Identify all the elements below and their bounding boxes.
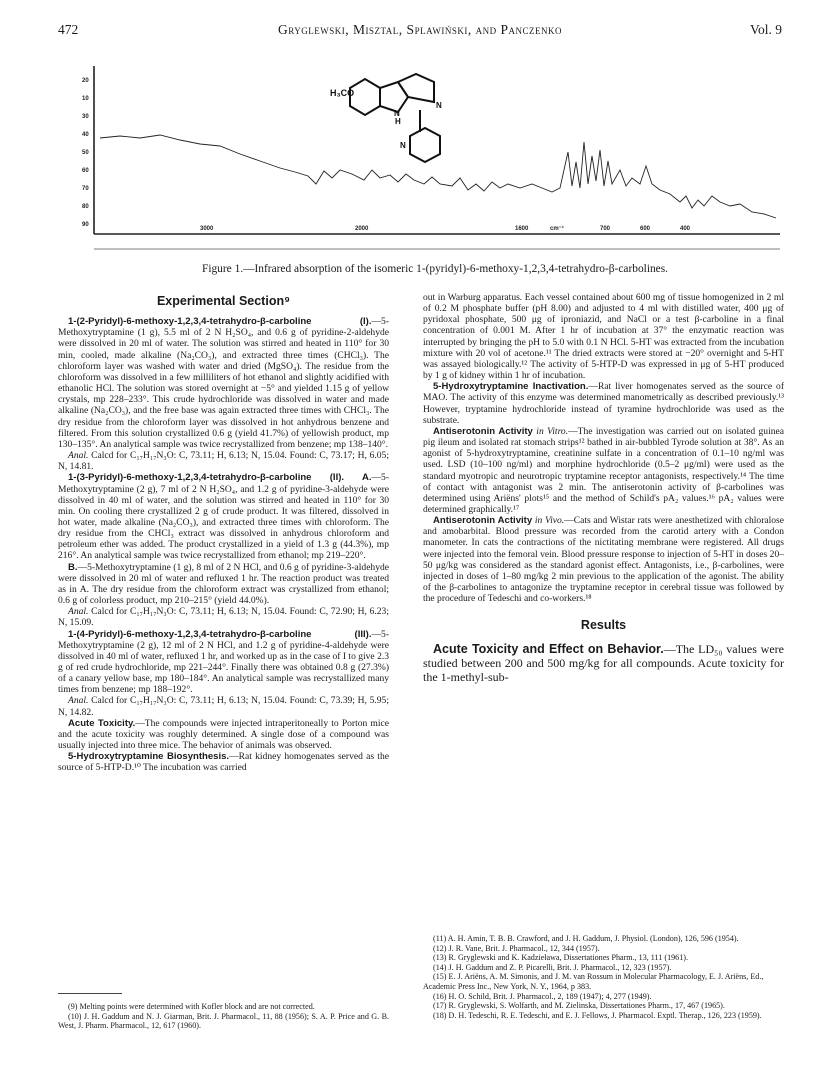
spectrum-trace [100,135,776,218]
right-column [423,292,784,685]
footnote-rule [58,993,122,994]
footnote: (14) J. H. Gaddum and Z. P. Picarelli, Brit. J. Pharmacol., 12, 323 (1957). [433,962,672,972]
y-tick-label: 90 [82,222,89,228]
left-footnotes [58,1002,389,1031]
x-tick-label: 3000 [200,226,214,232]
footnote: (17) R. Gryglewski, S. Wolfarth, and M. Zielinska, Dissertationes Pharm., 17, 467 (1965). [433,1001,725,1011]
y-tick-label: 80 [82,204,89,210]
nh-label: H [395,117,401,126]
section-title-results: Results [580,618,627,633]
left-paragraph: Acute Toxicity.—The compounds were injected intraperitoneally to Porton mice and the acute toxicity was roughly determined. A single dose of a compound was usually injected into three mice. The behavior of animals was observed. [58,717,389,752]
n-label-3: N [400,141,406,150]
section-title-experimental: Experimental Section⁹ [156,294,291,308]
n-label-1: N [394,109,400,118]
y-tick-label: 60 [82,168,89,174]
paragraph-heading: Acute Toxicity. [68,717,136,729]
n-label-2: N [436,101,442,110]
y-tick-label: 10 [82,96,89,102]
right-paragraph: out in Warburg apparatus. Each vessel contained about 600 mg of tissue homogenized in 2 ml of 0.2 M phosphate buffer (pH 8.00) and adjusted to 4 ml with distilled water, 400 μg of pyridoxal phosphate, 500 μg of iproniazid, and NaCl or a test β-carboline in a final concentration of 0.001 M. After 1 hr of incubation at 37° the enzymatic reaction was interrupted by bringing the pH to 5.0 with 0.1 N HCl. 5-HT was extracted from the incubation mixture with 20 vol of acetone.¹¹ The dried extracts were stored at −20° overnight and 5-HT was assayed biologically.¹² The activity of 5-HTP-D was expressed in μg of 5-HT produced by 1 g of kidney within 1 hr of incubation. [423,292,784,382]
left-paragraph: B.—5-Methoxytryptamine (1 g), 8 ml of 2 N HCl, and 0.6 g of pyridine-3-aldehyde were dissolved in 20 ml of water and refluxed 1 hr. The reaction product was treated as in A. The dry residue from the chloroform extract was crystallized from ethanol; 0.6 g of colorless product, mp 210–215° (yield 44.0%). [58,561,389,607]
y-tick-label: 70 [82,186,89,192]
x-tick-label: 700 [600,226,611,232]
results-paragraph: Acute Toxicity and Effect on Behavior.—The LD₅₀ values were studied between 200 and 500 mg/kg for all compounds. Acute toxicity for the 1-methyl-sub- [423,641,784,685]
x-tick-label: cm⁻¹ [550,226,564,232]
paragraph-heading: 1-(4-Pyridyl)-6-methoxy-1,2,3,4-tetrahydro-β-carboline (III). [68,628,372,640]
figure-caption: Figure 1.—Infrared absorption of the isomeric 1-(pyridyl)-6-methoxy-1,2,3,4-tetrahydro-β-carbolines. [201,263,669,275]
right-paragraph: 5-Hydroxytryptamine Inactivation.—Rat liver homogenates served as the source of MAO. The activity of this enzyme was determined manometrically as described previously.¹³ However, tryptamine hydrochloride instead of tyramine hydrochloride was used as the substrate. [423,381,785,426]
volume-label: Vol. 9 [749,22,782,37]
running-title: Gryglewski, Misztal, Splawiński, and Panczenko [278,22,562,37]
left-paragraph: Anal. Calcd for C₁₇H₁₇N₃O: C, 73.11; H, 6.13; N, 15.04. Found: C, 72.90; H, 6.23; N, 15.09. [58,606,389,629]
paragraph-heading: 5-Hydroxytryptamine Biosynthesis. [68,751,230,763]
x-tick-label: 400 [680,226,691,232]
right-paragraph: Antiserotonin Activity in Vitro.—The investigation was carried out on isolated guinea pig ileum and isolated rat stomach strips¹² bathed in air-bubbled Tyrode solution at 38°. As an agonist of 5-hydroxytryptamine, creatinine sulfate in a concentration of 0.1–10 ng/ml was used. LSD (10–100 ng/ml) and morphine hydrochloride (0.5–2 μg/ml) were used as the standard myotropic and neurotropic tryptamine receptor antagonists, respectively.¹⁴ The time of contact with antagonist was 2 min. The antiserotonin activity of β-carbolines was determined using Ariëns' plots¹⁵ and the method of Schild's pA₂ values.¹⁶ pA₂ values were determined graphically.¹⁷ [423,425,784,515]
paragraph-heading: 1-(3-Pyridyl)-6-methoxy-1,2,3,4-tetrahydro-β-carboline (II). A. [68,472,372,484]
paragraph-heading: B. [68,561,78,573]
footnote: (12) J. R. Vane, Brit. J. Pharmacol., 12, 344 (1957). [433,943,600,953]
paragraph-heading: Antiserotonin Activity [433,515,533,527]
footnote: (18) D. H. Tedeschi, R. E. Tedeschi, and E. J. Fellows, J. Pharmacol. Exptl. Therap., 126, 223 (1959). [433,1010,762,1020]
y-tick-label: 30 [82,114,89,120]
y-tick-label: 40 [82,132,89,138]
x-tick-label: 1600 [515,226,529,232]
methoxy-label: H₃CO [330,88,355,98]
left-paragraph: 1-(4-Pyridyl)-6-methoxy-1,2,3,4-tetrahydro-β-carboline (III).—5-Methoxytryptamine (2 g), 12 ml of 2 N HCl, and 1.2 g of pyridine-4-aldehyde were dissolved in 40 ml of water, refluxed 1 hr, and worked up as in the case of I to give 2.3 g of red crude hydrochloride, mp 221–244°. Finally there was obtained 0.8 g (27.3%) of a canary yellow base, mp 180–184°. An analytical sample was recrystallized many times from benzene; mp 188–192°. [58,628,389,696]
x-tick-label: 2000 [355,226,369,232]
footnote: (13) R. Gryglewski and K. Kadzieława, Dissertationes Pharm., 13, 111 (1961). [433,953,688,963]
footnote: (9) Melting points were determined with Kofler block and are not corrected. [68,1002,315,1011]
left-paragraph: 1-(3-Pyridyl)-6-methoxy-1,2,3,4-tetrahydro-β-carboline (II). A.—5-Methoxytryptamine (2 g), 7 ml of 2 N H₂SO₄, and 1.2 g of pyridine-3-aldehyde were dissolved in 40 ml of water, and the solution was stirred and heated in 110° for 30 min. On cooling there crystallized 2 g of crude product. It was filtered, dissolved in hot water, made alkaline (Na₂CO₃), and extracted three times with chloroform. The dry residue from the CHCl₃ extract was dissolved in anhydrous chloroform and petroleum ether was added. The product crystallized in a yield of 1.3 g (44.3%), mp 216°. An analytical sample was twice recrystallized from ethanol; mp 219–220°. [58,472,389,562]
running-header [58,22,782,42]
paragraph-heading: 1-(2-Pyridyl)-6-methoxy-1,2,3,4-tetrahydro-β-carboline (I). [68,316,372,328]
left-paragraph: 1-(2-Pyridyl)-6-methoxy-1,2,3,4-tetrahydro-β-carboline (I).—5-Methoxytryptamine (1 g), 5.5 ml of 2 N H₂SO₄, and 0.6 g of pyridine-2-aldehyde were dissolved in 20 ml of water. The solution was stirred and heated in 110° for 30 min, cooled, made alkaline (Na₂CO₃), and extracted three times (CHCl₃). The chloroform layer was washed with water and dried (MgSO₄). The residue from the chloroform was dissolved in a few milliliters of hot ethanol and slightly acidified with ethanolic HCl. The solution was stored overnight at −5° and yielded 1.15 g of yellow crystals, mp 228–233°. This crude hydrochloride was dissolved in water and made alkaline (Na₂CO₃), and the free base was again extracted three times with CHCl₃. The dry residue from the chloroform layer was dissolved in hot anhydrous benzene and filtered. From this solution crystallized 0.6 g (yield 41.7%) of yellowish product, mp 130–135°. An analytical sample was twice recrystallized from benzene; mp 138–140°. [58,316,389,450]
left-paragraph: Anal. Calcd for C₁₇H₁₇N₃O: C, 73.11; H, 6.13; N, 15.04. Found: C, 73.39; H, 5.95; N, 14.82. [58,695,389,718]
paragraph-heading: 5-Hydroxytryptamine Inactivation. [433,381,589,393]
right-paragraph: Antiserotonin Activity in Vivo.—Cats and Wistar rats were anesthetized with chloralose and amobarbital. Blood pressure was recorded from the carotid artery with a Condon manometer. In cats the contractions of the nictitating membrane were registered. All drugs were injected into the femoral vein. Blood pressure response to injection of 5-HT in doses 20–50 μg/kg was considered as the standard agonist effect. Antagonists, i.e., β-carbolines, were injected in doses of 1–80 mg/kg 2 min previous to the application of the agonist. The ability of the β-carbolines to antagonize the tryptamine receptor in cerebral tissue was followed by the procedure of Tedeschi and co-workers.¹⁸ [423,515,785,605]
footnote: (16) H. O. Schild, Brit. J. Pharmacol., 2, 189 (1947); 4, 277 (1949). [433,991,652,1001]
footnote: (11) A. H. Amin, T. B. B. Crawford, and J. H. Gaddum, J. Physiol. (London), 126, 596 (1954). [433,934,739,943]
paragraph-heading: Antiserotonin Activity [433,425,533,437]
left-column [58,292,389,774]
left-paragraph: 5-Hydroxytryptamine Biosynthesis.—Rat kidney homogenates served as the source of 5-HTP-D.¹⁰ The incubation was carried [58,751,389,774]
ir-spectrum-figure [80,66,780,256]
left-paragraph: Anal. Calcd for C₁₇H₁₇N₃O: C, 73.11; H, 6.13; N, 15.04. Found: C, 73.17; H, 6.05; N, 14.81. [58,450,389,473]
x-tick-label: 600 [640,226,651,232]
footnote: (10) J. H. Gaddum and N. J. Giarman, Brit. J. Pharmacol., 11, 88 (1956); S. A. P. Price and G. B. West, J. Pharm. Pharmacol., 12, 617 (1960). [58,1011,389,1031]
page-number: 472 [58,22,79,37]
y-tick-label: 50 [82,150,89,156]
footnote: (15) E. J. Ariëns, A. M. Simonis, and J. M. van Rossum in Molecular Pharmacology, E. J. Ariëns, Ed., Academic Press Inc., New York, N. Y., 1964, p 383. [423,972,764,991]
y-tick-label: 20 [82,78,89,84]
right-footnotes [423,934,784,1020]
